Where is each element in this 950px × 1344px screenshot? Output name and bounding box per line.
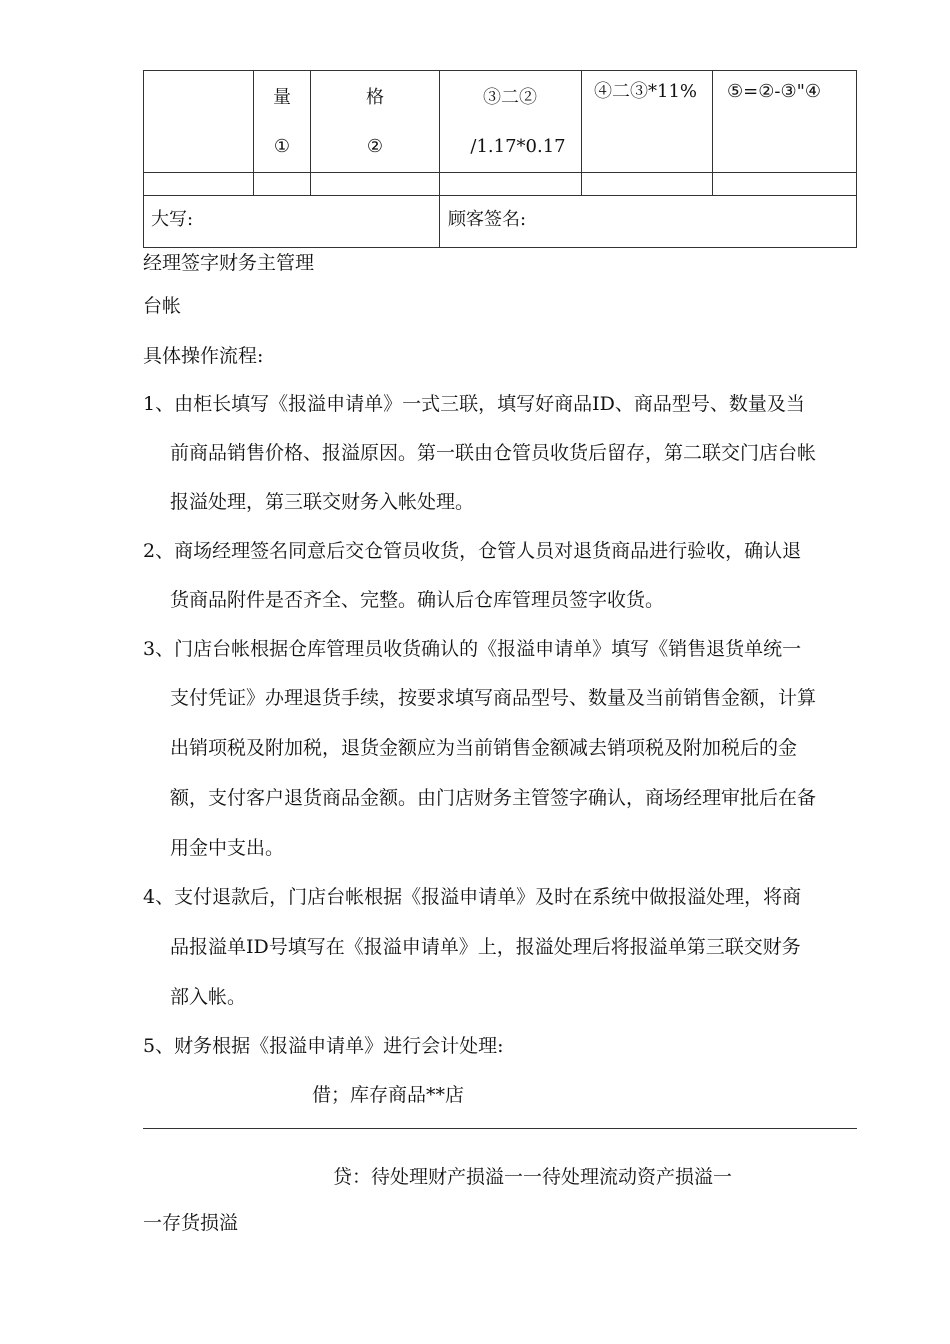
step-3-line: 额，支付客户退货商品金额。由门店财务主管签字确认，商场经理审批后在备 [170, 787, 817, 809]
step-3-line: 用金中支出。 [170, 837, 285, 859]
table-border-left [143, 70, 144, 248]
header-net-formula: ③二② [483, 87, 537, 108]
table-row-divider [143, 195, 857, 196]
step-3-line: 支付凭证》办理退货手续，按要求填写商品型号、数量及当前销售金额，计算 [170, 687, 817, 709]
step-4-line: 4、支付退款后，门店台帐根据《报溢申请单》及时在系统中做报溢处理，将商 [143, 886, 802, 908]
header-net-formula-cont: /1.17*0.17 [470, 136, 566, 157]
taizhang-label: 台帐 [143, 295, 182, 317]
customer-signature-label: 顾客签名: [448, 209, 527, 230]
table-border-right [856, 70, 857, 248]
step-5-line: 5、财务根据《报溢申请单》进行会计处理: [143, 1035, 504, 1057]
divider-rule [143, 1128, 857, 1129]
step-2-line: 2、商场经理签名同意后交仓管员收货，仓管人员对退货商品进行验收，确认退 [143, 540, 802, 562]
credit-entry-cont: 一存货损溢 [143, 1212, 239, 1234]
header-tax-formula: ④二③*11% [594, 81, 698, 102]
header-quantity-index: ① [273, 136, 291, 157]
table-row-divider [143, 172, 857, 173]
header-quantity: 量 [273, 87, 291, 108]
table-border-bottom [143, 247, 857, 248]
table-col-divider [310, 70, 311, 195]
signatures-line: 经理签字财务主管理 [143, 252, 315, 274]
step-2-line: 货商品附件是否齐全、完整。确认后仓库管理员签字收货。 [170, 589, 665, 611]
table-col-divider [439, 70, 440, 248]
header-price-index: ② [366, 136, 384, 157]
step-3-line: 出销项税及附加税，退货金额应为当前销售金额减去销项税及附加税后的金 [170, 737, 798, 759]
table-col-divider [581, 70, 582, 195]
table-col-divider [712, 70, 713, 195]
debit-entry: 借；库存商品**店 [312, 1084, 465, 1106]
step-1-line: 报溢处理，第三联交财务入帐处理。 [170, 491, 475, 513]
step-1-line: 1、由柜长填写《报溢申请单》一式三联，填写好商品ID、商品型号、数量及当 [143, 393, 805, 415]
process-title: 具体操作流程: [143, 345, 264, 367]
header-refund-formula: ⑤=②-③"④ [727, 81, 821, 102]
step-1-line: 前商品销售价格、报溢原因。第一联由仓管员收货后留存，第二联交门店台帐 [170, 442, 817, 464]
step-4-line: 部入帐。 [170, 986, 247, 1008]
step-4-line: 品报溢单ID号填写在《报溢申请单》上，报溢处理后将报溢单第三联交财务 [170, 936, 801, 958]
credit-entry: 贷：待处理财产损溢一一待处理流动资产损溢一 [333, 1166, 733, 1188]
step-3-line: 3、门店台帐根据仓库管理员收货确认的《报溢申请单》填写《销售退货单统一 [143, 638, 802, 660]
table-col-divider [253, 70, 254, 195]
table-border-top [143, 70, 857, 71]
header-price: 格 [366, 87, 384, 108]
settlement-table [143, 70, 857, 248]
amount-in-words-label: 大写: [151, 209, 194, 230]
